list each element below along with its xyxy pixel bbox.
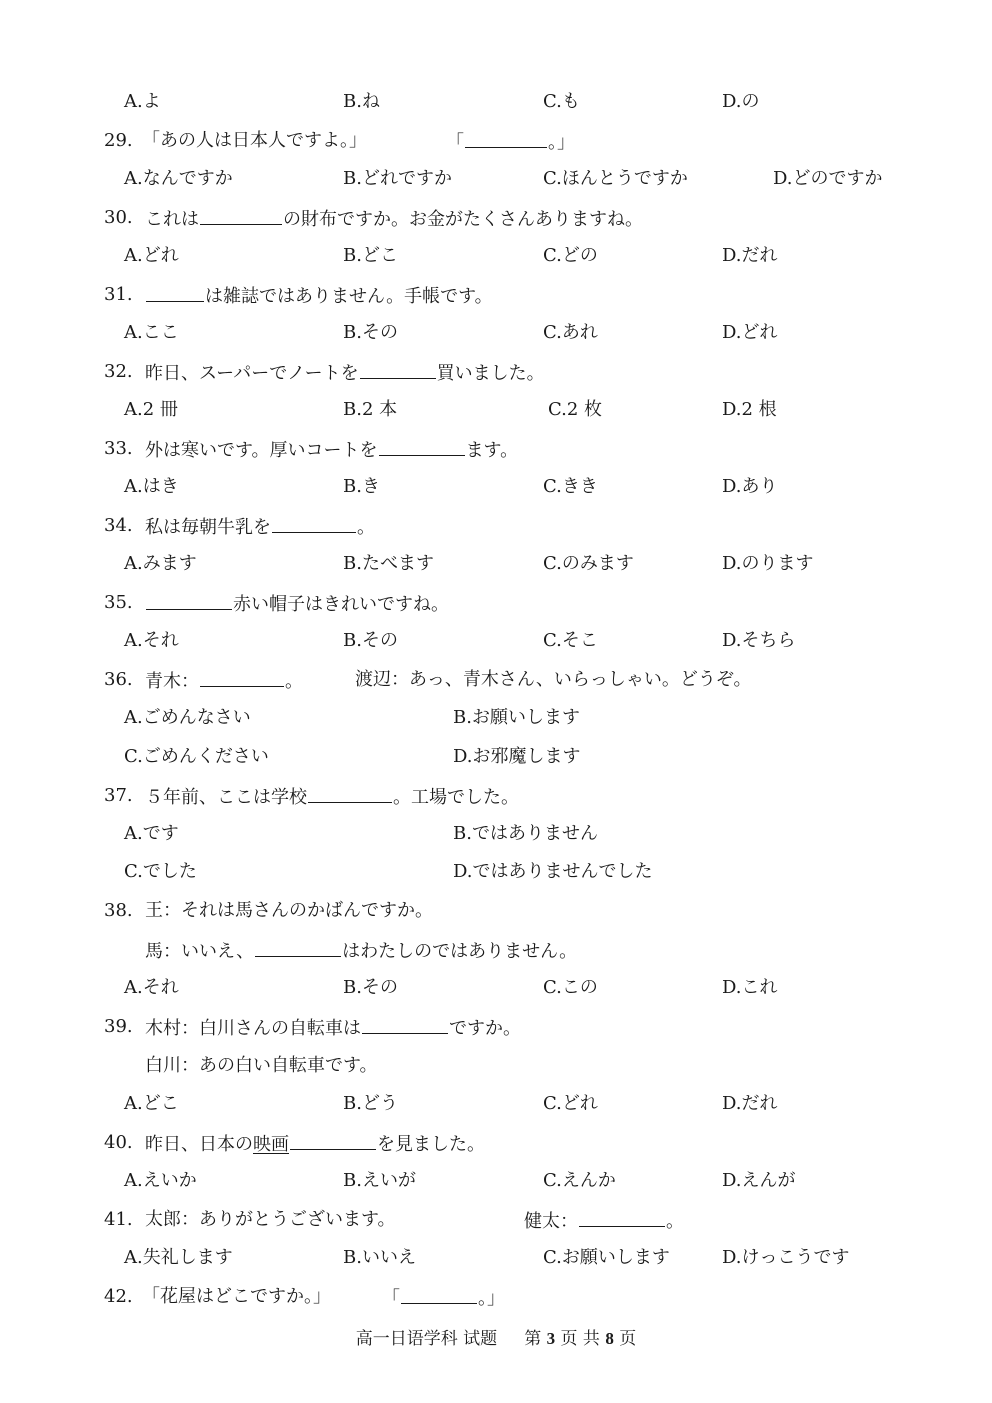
stem-pre: 馬：いいえ、 xyxy=(145,941,255,962)
option-b: B.その xyxy=(343,630,398,651)
option-c: C.も xyxy=(543,91,580,112)
option-d: D.これ xyxy=(722,977,778,998)
question-number: 29. xyxy=(104,130,133,151)
option-c: C.えんか xyxy=(543,1170,616,1191)
option-d: D.あり xyxy=(722,476,778,497)
option-d: D.どのですか xyxy=(773,168,883,189)
question-32 xyxy=(0,357,992,387)
stem-post: を見ました。 xyxy=(377,1134,485,1155)
option-d: D.2 根 xyxy=(722,399,777,420)
option-a: A.どこ xyxy=(124,1093,179,1114)
q38-options xyxy=(0,973,992,1003)
option-c: C.きき xyxy=(543,476,598,497)
question-stem xyxy=(145,781,519,813)
option-d: D.の xyxy=(722,91,760,112)
stem-post: 。 xyxy=(666,1211,684,1232)
option-d: D.ではありませんでした xyxy=(453,861,653,882)
option-a: A.どれ xyxy=(124,245,179,266)
stem-pre: 外は寒いです。厚いコートを xyxy=(145,440,378,461)
option-b: B.ではありません xyxy=(453,823,598,844)
question-number: 37. xyxy=(104,785,133,806)
answer-blank xyxy=(360,357,436,379)
stem-post: 。 xyxy=(285,671,303,692)
question-number: 41. xyxy=(104,1209,133,1230)
option-b: B.お願いします xyxy=(453,707,580,728)
option-a: A.はき xyxy=(124,476,179,497)
option-d: D.だれ xyxy=(722,1093,778,1114)
question-stem xyxy=(145,665,303,697)
option-c: C.そこ xyxy=(543,630,598,651)
stem-post: ます。 xyxy=(465,440,519,461)
footer-subject: 高一日语学科 试题 xyxy=(355,1329,498,1349)
option-a: A.えいか xyxy=(124,1170,197,1191)
question-42 xyxy=(0,1282,992,1312)
q41-options xyxy=(0,1243,992,1273)
stem-pre: これは xyxy=(145,209,199,230)
stem-post: 買いました。 xyxy=(436,363,545,384)
answer-blank xyxy=(579,1205,665,1227)
option-c: C.のみます xyxy=(543,553,634,574)
option-c: C.どれ xyxy=(543,1093,598,1114)
q29-options xyxy=(0,164,992,194)
option-c: C.どの xyxy=(543,245,598,266)
option-c: C.あれ xyxy=(543,322,598,343)
answer-blank xyxy=(379,434,465,456)
footer-page-number: 3 xyxy=(546,1329,556,1348)
option-a: A.ここ xyxy=(124,322,179,343)
question-stem: 「花屋はどこですか。」 xyxy=(142,1286,331,1307)
q32-options xyxy=(0,395,992,425)
footer-page-total: 8 xyxy=(605,1329,614,1348)
question-stem xyxy=(145,511,375,543)
option-b: B.どう xyxy=(343,1093,398,1114)
question-stem xyxy=(145,357,545,389)
option-a: A.それ xyxy=(124,630,179,651)
stem-pre: 青木： xyxy=(145,671,199,692)
footer-page-post: 页 xyxy=(619,1329,637,1349)
underlined-word: 映画 xyxy=(253,1134,289,1155)
option-d: D.えんが xyxy=(722,1170,796,1191)
option-a: A.みます xyxy=(124,553,197,574)
stem-post: ですか。 xyxy=(449,1018,521,1039)
option-b: B.どこ xyxy=(343,245,398,266)
answer-slot xyxy=(382,1282,505,1314)
question-40 xyxy=(0,1128,992,1158)
option-b: B.その xyxy=(343,977,398,998)
stem-post: 。工場でした。 xyxy=(393,787,519,808)
question-39-line2 xyxy=(0,1051,992,1081)
answer-blank xyxy=(362,1012,448,1034)
question-number: 40. xyxy=(104,1132,133,1153)
question-38-line2 xyxy=(0,935,992,965)
question-number: 42. xyxy=(104,1286,133,1307)
question-number: 39. xyxy=(104,1016,133,1037)
question-number: 32. xyxy=(104,361,133,382)
question-number: 33. xyxy=(104,438,133,459)
question-30 xyxy=(0,203,992,233)
q40-options xyxy=(0,1166,992,1196)
question-stem xyxy=(145,434,518,466)
option-b: B.その xyxy=(343,322,398,343)
option-b: B.えいが xyxy=(343,1170,416,1191)
dialogue-line-2: 白川：あの白い自転車です。 xyxy=(145,1055,378,1076)
dialogue-line-2 xyxy=(145,935,577,967)
stem-pre: 昨日、日本の xyxy=(145,1134,253,1155)
q35-options xyxy=(0,626,992,656)
q28-options xyxy=(0,87,992,117)
option-c: C.でした xyxy=(124,861,197,882)
dialogue-reply: 渡辺：あっ、青木さん、いらっしゃい。どうぞ。 xyxy=(355,669,752,690)
option-c: C.お願いします xyxy=(543,1247,670,1268)
bracket-open: 「 xyxy=(446,132,464,153)
question-stem: 「あの人は日本人ですよ。」 xyxy=(142,130,367,151)
option-d: D.どれ xyxy=(722,322,778,343)
option-c: C.ほんとうですか xyxy=(543,168,688,189)
question-stem xyxy=(145,203,643,235)
question-33 xyxy=(0,434,992,464)
answer-blank xyxy=(146,280,204,302)
option-b: B.き xyxy=(343,476,380,497)
option-b: B.どれですか xyxy=(343,168,452,189)
stem-post: 。 xyxy=(357,517,375,538)
q36-options-row1 xyxy=(0,703,992,733)
question-number: 31. xyxy=(104,284,133,305)
stem-post: は雑誌ではありません。手帳です。 xyxy=(205,286,493,307)
page-footer xyxy=(0,1324,992,1354)
option-b: B.2 本 xyxy=(343,399,398,420)
q31-options xyxy=(0,318,992,348)
footer-page-mid: 页 共 xyxy=(560,1329,600,1349)
option-a: A.それ xyxy=(124,977,179,998)
stem-post: の財布ですか。お金がたくさんありますね。 xyxy=(283,209,643,230)
answer-blank xyxy=(272,511,356,533)
stem-pre: ５年前、ここは学校 xyxy=(145,787,307,808)
question-stem xyxy=(145,280,493,312)
stem-post: 赤い帽子はきれいですね。 xyxy=(233,594,449,615)
option-c: C.この xyxy=(543,977,598,998)
question-29 xyxy=(0,126,992,156)
question-number: 35. xyxy=(104,592,133,613)
question-35 xyxy=(0,588,992,618)
answer-blank xyxy=(146,588,232,610)
bracket-close: 。」 xyxy=(478,1288,505,1309)
question-36 xyxy=(0,665,992,695)
answer-blank xyxy=(465,126,547,148)
option-a: A.よ xyxy=(124,91,161,112)
question-stem xyxy=(145,1128,485,1160)
option-b: B.たべます xyxy=(343,553,434,574)
dialogue-reply xyxy=(524,1205,684,1237)
question-stem xyxy=(145,588,449,620)
question-39 xyxy=(0,1012,992,1042)
answer-blank xyxy=(401,1282,477,1304)
answer-blank xyxy=(255,935,341,957)
stem-pre: 健太： xyxy=(524,1211,578,1232)
question-34 xyxy=(0,511,992,541)
option-d: D.そちら xyxy=(722,630,796,651)
option-b: B.いいえ xyxy=(343,1247,416,1268)
q34-options xyxy=(0,549,992,579)
option-c: C.ごめんください xyxy=(124,746,269,767)
question-number: 30. xyxy=(104,207,133,228)
answer-blank xyxy=(290,1128,376,1150)
question-number: 34. xyxy=(104,515,133,536)
dialogue-line-1: 王：それは馬さんのかばんですか。 xyxy=(145,900,433,921)
q30-options xyxy=(0,241,992,271)
question-number: 38. xyxy=(104,900,133,921)
question-37 xyxy=(0,781,992,811)
option-a: A.2 冊 xyxy=(124,399,178,420)
option-a: A.ごめんなさい xyxy=(124,707,251,728)
q39-options xyxy=(0,1089,992,1119)
option-c: C.2 枚 xyxy=(548,399,603,420)
q33-options xyxy=(0,472,992,502)
q37-options-row2 xyxy=(0,857,992,887)
stem-post: はわたしのではありません。 xyxy=(342,941,578,962)
q37-options-row1 xyxy=(0,819,992,849)
bracket-close: 。」 xyxy=(548,132,575,153)
answer-blank xyxy=(200,665,284,687)
option-a: A.です xyxy=(124,823,179,844)
option-d: D.のります xyxy=(722,553,814,574)
question-38 xyxy=(0,896,992,926)
option-a: A.なんですか xyxy=(124,168,233,189)
stem-pre: 木村：白川さんの自転車は xyxy=(145,1018,361,1039)
footer-page-pre: 第 xyxy=(524,1329,542,1349)
answer-blank xyxy=(200,203,282,225)
answer-slot xyxy=(446,126,575,158)
bracket-open: 「 xyxy=(382,1288,400,1309)
stem-pre: 私は毎朝牛乳を xyxy=(145,517,271,538)
option-d: D.けっこうです xyxy=(722,1247,850,1268)
option-d: D.だれ xyxy=(722,245,778,266)
dialogue-line-1 xyxy=(145,1012,521,1044)
question-41 xyxy=(0,1205,992,1235)
option-a: A.失礼します xyxy=(124,1247,233,1268)
question-stem: 太郎：ありがとうございます。 xyxy=(145,1209,396,1230)
question-number: 36. xyxy=(104,669,133,690)
option-b: B.ね xyxy=(343,91,380,112)
option-d: D.お邪魔します xyxy=(453,746,581,767)
stem-pre: 昨日、スーパーでノートを xyxy=(145,363,359,384)
question-31 xyxy=(0,280,992,310)
q36-options-row2 xyxy=(0,742,992,772)
answer-blank xyxy=(308,781,392,803)
